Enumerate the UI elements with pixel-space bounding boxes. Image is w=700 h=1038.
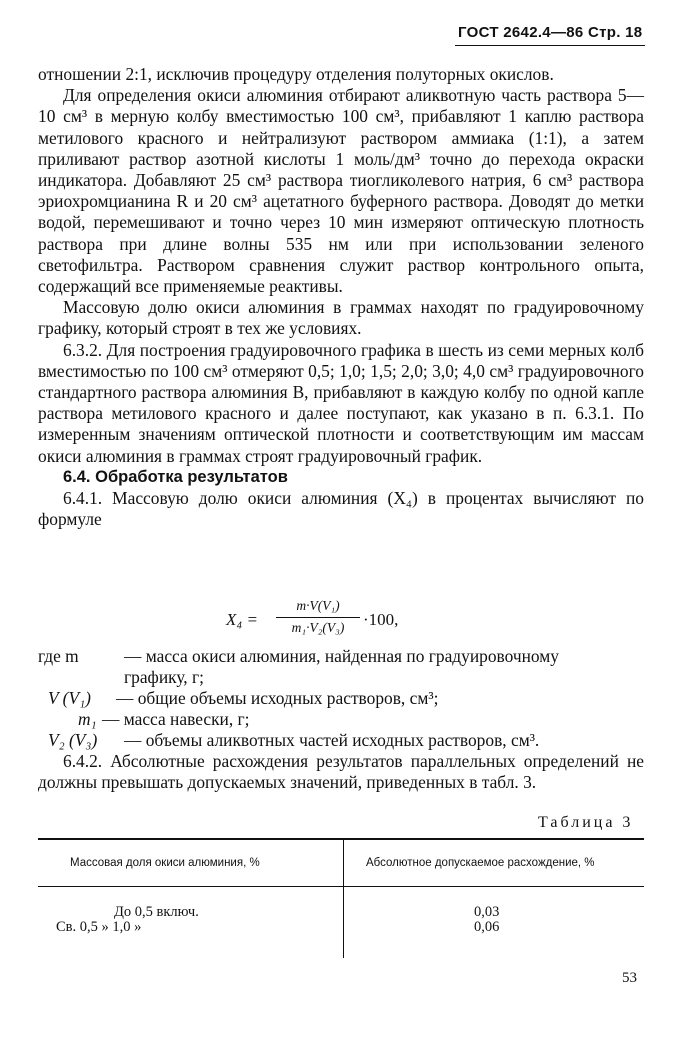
definition-term: V (V₁) [48, 688, 91, 708]
table-cell-value: 0,06 [474, 919, 500, 935]
formula-x4 [226, 598, 446, 642]
definition-term: где m [38, 646, 79, 666]
table-cell-range: Св. 0,5 » 1,0 » [56, 919, 142, 935]
definition-text: — масса навески, г; [102, 709, 250, 729]
definition-text: — объемы аликвотных частей исходных растворов, см³. [124, 730, 540, 750]
definition-text: — общие объемы исходных растворов, см³; [116, 688, 439, 708]
paragraph-continuation: отношении 2:1, исключив процедуру отделения полуторных окислов. [38, 64, 554, 84]
paragraph-6-4-1: 6.4.1. Массовую долю окиси алюминия (X₄) в процентах вычисляют по формуле [38, 488, 644, 530]
definition-text: графику, г; [124, 667, 204, 687]
body-text [38, 64, 644, 530]
table-top-rule [38, 838, 644, 840]
table-cell-value: 0,03 [474, 904, 500, 920]
page-header: ГОСТ 2642.4—86 Стр. 18 [458, 24, 643, 41]
formula-fraction [276, 598, 360, 636]
table-header-col2: Абсолютное допускаемое расхождение, % [366, 857, 595, 869]
formula-denominator: m₁·V₂(V₃) [291, 620, 345, 635]
paragraph-6-4-2: 6.4.2. Абсолютные расхождения результатов параллельных определений не должны превышать допускаемых значений, приведенных в табл. 3. [38, 751, 644, 792]
formula-rhs: ·100, [363, 610, 399, 629]
formula-numerator: m·V(V₁) [296, 598, 340, 613]
table-header-col1: Массовая доля окиси алюминия, % [70, 857, 260, 869]
header-rule [455, 45, 645, 46]
table-column-divider [343, 840, 344, 958]
paragraph-mass-fraction: Массовую долю окиси алюминия в граммах находят по градуировочному графику, который строят в тех же условиях. [38, 297, 644, 339]
fraction-bar [276, 617, 360, 618]
table-caption: Таблица 3 [538, 814, 634, 831]
page-number: 53 [622, 970, 637, 986]
table-cell-range: До 0,5 включ. [114, 904, 199, 920]
section-heading-6-4: 6.4. Обработка результатов [63, 467, 288, 486]
paragraph-aluminum-determination: Для определения окиси алюминия отбирают аликвотную часть раствора 5—10 см³ в мерную колбу вместимостью 100 см³, прибавляют 1 каплю раствора метилового красного и нейтрализуют раствором аммиака (1:1), а затем приливают раствор азотной кислоты 1 моль/дм³ точно до перехода окраски индикатора. Добавляют 25 см³ раствора тиогликолевого натрия, 6 см³ раствора эриохромцианина R и 20 см³ ацетатного буферного раствора. Доводят до метки водой, перемешивают и точно через 10 мин измеряют оптическую плотность раствора при длине волны 535 нм или при использовании зеленого светофильтра. Раствором сравнения служит раствор контрольного опыта, содержащий все применяемые реактивы. [38, 85, 644, 297]
formula-lhs: X₄ = [226, 610, 259, 629]
definition-term: V₂ (V₃) [48, 730, 98, 750]
definition-text: — масса окиси алюминия, найденная по градуировочному [124, 646, 559, 666]
paragraph-6-3-2: 6.3.2. Для построения градуировочного графика в шесть из семи мерных колб вместимостью по 100 см³ отмеряют 0,5; 1,0; 1,5; 2,0; 3,0; 4,0 см³ градуировочного стандартного раствора алюминия В, прибавляют в каждую колбу по одной капле раствора метилового красного и далее поступают, как указано в п. 6.3.1. По измеренным значениям оптической плотности и соответствующим им массам окиси алюминия в граммах строят градуировочный график. [38, 339, 644, 466]
table-header-rule [38, 886, 644, 887]
definition-term: m₁ [78, 709, 97, 729]
